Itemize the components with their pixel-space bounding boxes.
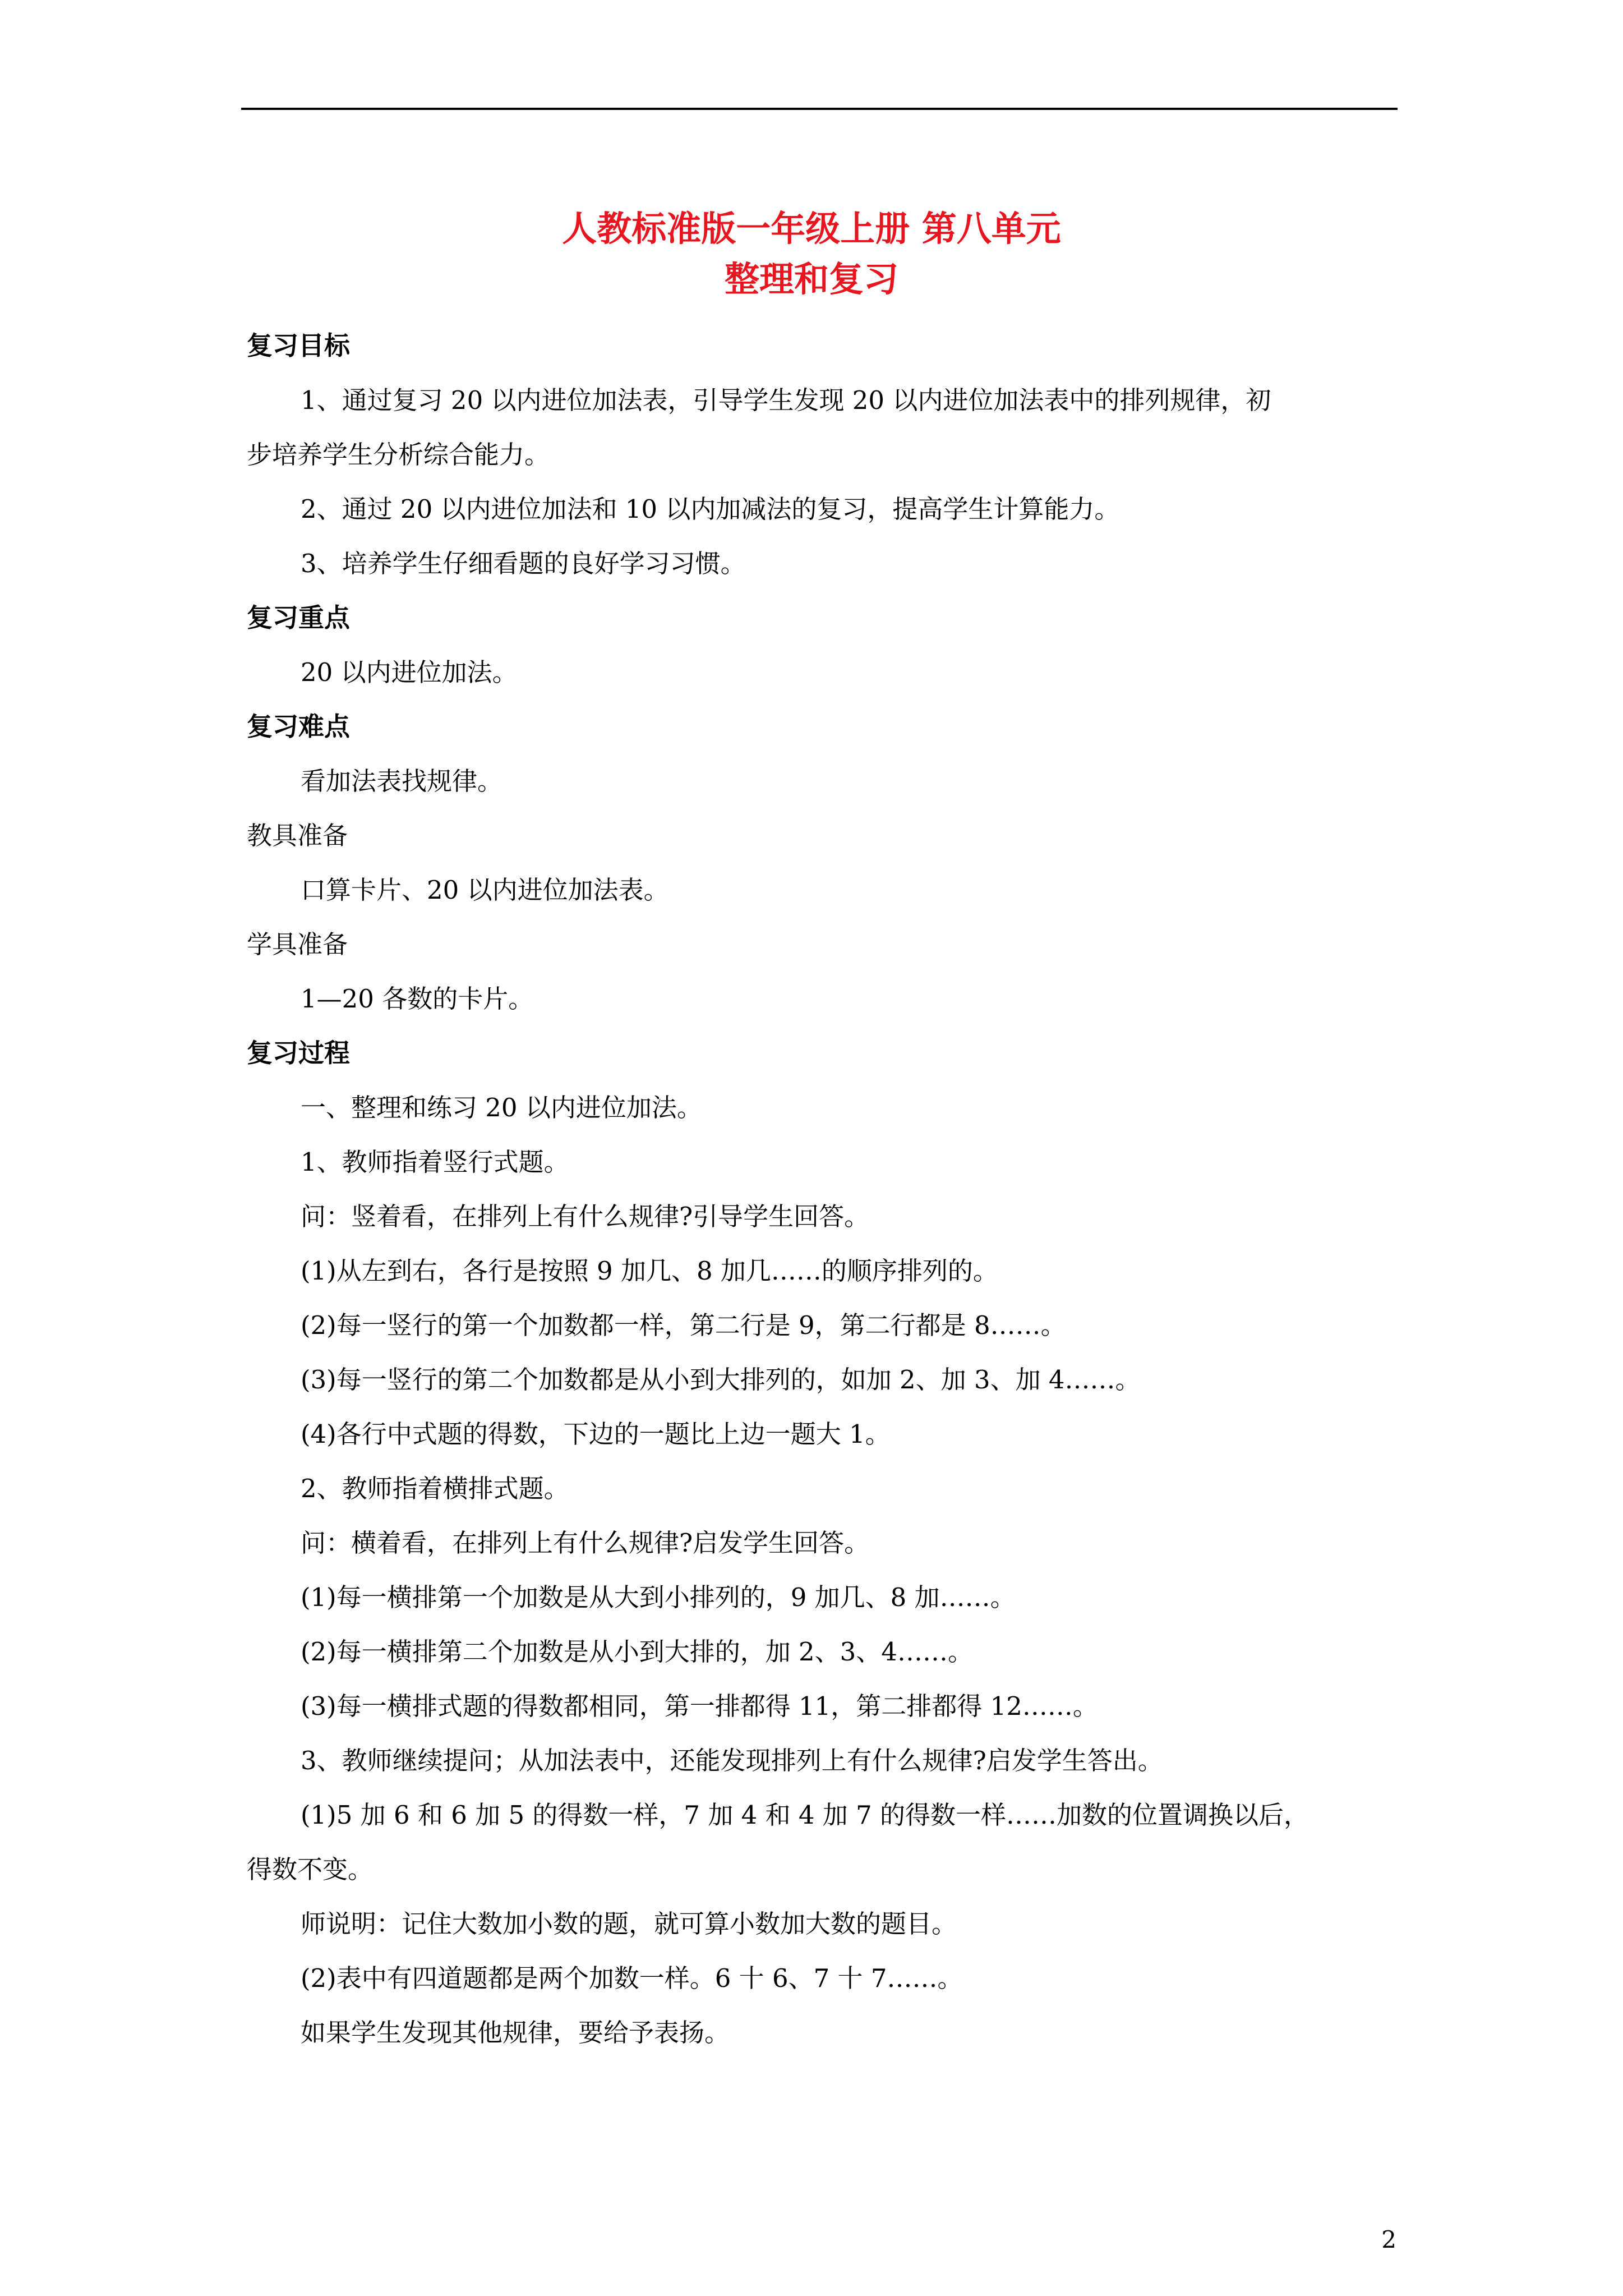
paragraph-line: (4)各行中式题的得数，下边的一题比上边一题大 1。 (301, 1419, 891, 1449)
paragraph-line: 2、教师指着横排式题。 (301, 1474, 569, 1503)
paragraph-line: 师说明：记住大数加小数的题，就可算小数加大数的题目。 (301, 1909, 957, 1939)
paragraph-line: (2)表中有四道题都是两个加数一样。6 十 6、7 十 7……。 (301, 1963, 963, 1993)
paragraph-line: 20 以内进位加法。 (301, 657, 518, 687)
paragraph-line: (1)5 加 6 和 6 加 5 的得数一样，7 加 4 和 4 加 7 的得数一样……加数的位置调换以后， (301, 1800, 1310, 1830)
title-line-1: 人教标准版一年级上册 第八单元 (562, 208, 1061, 249)
paragraph-line: (2)每一竖行的第一个加数都一样，第二行是 9，第二行都是 8……。 (301, 1310, 1066, 1340)
paragraph-line: 问：横着看，在排列上有什么规律?启发学生回答。 (301, 1528, 870, 1558)
paragraph-line: 得数不变。 (247, 1855, 374, 1884)
paragraph-line: 如果学生发现其他规律，要给予表扬。 (301, 2018, 730, 2047)
section-heading: 复习重点 (247, 602, 350, 633)
paragraph-line: 1、教师指着竖行式题。 (301, 1147, 569, 1177)
paragraph-line: 1、通过复习 20 以内进位加法表，引导学生发现 20 以内进位加法表中的排列规律，初 (301, 385, 1271, 415)
header-rule (241, 108, 1398, 110)
paragraph-line: (3)每一横排式题的得数都相同，第一排都得 11，第二排都得 12……。 (301, 1691, 1098, 1721)
section-heading: 复习过程 (247, 1038, 350, 1068)
paragraph-line: (1)每一横排第一个加数是从大到小排列的，9 加几、8 加……。 (301, 1582, 1016, 1612)
paragraph-line: 学具准备 (247, 930, 348, 959)
paragraph-line: 一、整理和练习 20 以内进位加法。 (301, 1093, 702, 1122)
paragraph-line: 2、通过 20 以内进位加法和 10 以内加减法的复习，提高学生计算能力。 (301, 494, 1120, 524)
page-number: 2 (1381, 2226, 1396, 2253)
section-heading: 复习目标 (247, 330, 350, 361)
paragraph-line: 看加法表找规律。 (301, 766, 503, 796)
section-heading: 复习难点 (247, 711, 350, 742)
paragraph-line: 口算卡片、20 以内进位加法表。 (301, 875, 669, 905)
paragraph-line: 1—20 各数的卡片。 (301, 984, 534, 1014)
paragraph-line: 问：竖着看，在排列上有什么规律?引导学生回答。 (301, 1202, 870, 1231)
paragraph-line: 3、教师继续提问；从加法表中，还能发现排列上有什么规律?启发学生答出。 (301, 1746, 1163, 1775)
paragraph-line: 教具准备 (247, 821, 348, 850)
paragraph-line: 步培养学生分析综合能力。 (247, 440, 550, 470)
body-text (247, 319, 1398, 2060)
paragraph-line: (2)每一横排第二个加数是从小到大排的，加 2、3、4……。 (301, 1637, 973, 1667)
paragraph-line: (1)从左到右，各行是按照 9 加几、8 加几……的顺序排列的。 (301, 1256, 998, 1286)
title-line-2: 整理和复习 (724, 259, 898, 300)
paragraph-line: (3)每一竖行的第二个加数都是从小到大排列的，如加 2、加 3、加 4……。 (301, 1365, 1141, 1395)
paragraph-line: 3、培养学生仔细看题的良好学习习惯。 (301, 549, 746, 578)
